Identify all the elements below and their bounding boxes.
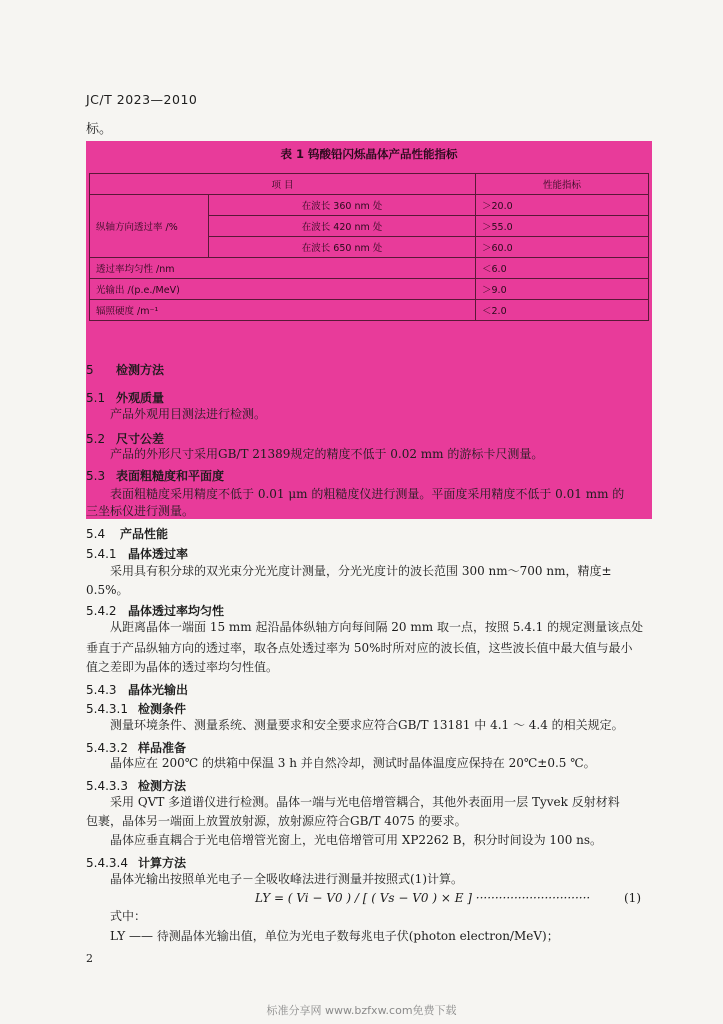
section-heading: 5.4.2 晶体透过率均匀性: [86, 604, 225, 618]
section-heading: 5.2 尺寸公差: [86, 432, 165, 446]
paragraph: 产品外观用目测法进行检测。: [110, 407, 267, 421]
standard-number: JC/T 2023—2010: [86, 92, 198, 107]
section-heading: 5.4.3.3 检测方法: [86, 779, 187, 793]
paragraph: 包裹，晶体另一端面上放置放射源，放射源应符合GB/T 4075 的要求。: [86, 814, 467, 828]
section-heading: 5.4.3.2 样品准备: [86, 741, 187, 755]
formula-number: (1): [624, 891, 641, 905]
section-heading: 5.3 表面粗糙度和平面度: [86, 469, 225, 483]
section-heading: 5.4.3 晶体光输出: [86, 683, 189, 697]
paragraph: 晶体应在 200℃ 的烘箱中保温 3 h 并自然冷却，测试时晶体温度应保持在 20℃±0.5 ℃。: [110, 756, 596, 770]
paragraph: 采用 QVT 多道谱仪进行检测。晶体一端与光电倍增管耦合，其他外表面用一层 Tyvek 反射材料: [110, 795, 620, 809]
table-cell: 在波长 650 nm 处: [209, 237, 476, 258]
lead-text: 标。: [86, 122, 113, 137]
col-header-item: 项 目: [90, 174, 476, 195]
paragraph: 测量环境条件、测量系统、测量要求和安全要求应符合GB/T 13181 中 4.1 ～ 4.4 的相关规定。: [110, 718, 624, 732]
where-label: 式中：: [110, 909, 147, 923]
where-ly: LY —— 待测晶体光输出值，单位为光电子数每兆电子伏(photon electron/MeV)；: [110, 929, 559, 943]
section-heading: 5 检测方法: [86, 363, 165, 377]
table-cell: 在波长 360 nm 处: [209, 195, 476, 216]
table-caption: 表 1 钨酸铅闪烁晶体产品性能指标: [280, 147, 458, 161]
radhard-value: ＜2.0: [476, 300, 649, 321]
uniformity-value: ＜6.0: [476, 258, 649, 279]
paragraph: 采用具有积分球的双光束分光光度计测量，分光光度计的波长范围 300 nm～700 nm，精度±: [110, 564, 612, 578]
spec-table: [89, 173, 649, 321]
lightout-value: ＞9.0: [476, 279, 649, 300]
paragraph: 晶体应垂直耦合于光电倍增管光窗上，光电倍增管可用 XP2262 B，积分时间设为 100 ns。: [110, 833, 603, 847]
transmittance-label: 纵轴方向透过率 /%: [90, 195, 209, 258]
section-heading: 5.4.1 晶体透过率: [86, 547, 189, 561]
radhard-label: 辐照硬度 /m⁻¹: [90, 300, 476, 321]
paragraph: 表面粗糙度采用精度不低于 0.01 μm 的粗糙度仪进行测量。平面度采用精度不低于 0.01 mm 的: [110, 487, 625, 501]
uniformity-label: 透过率均匀性 /nm: [90, 258, 476, 279]
lightout-label: 光输出 /(p.e./MeV): [90, 279, 476, 300]
paragraph: 产品的外形尺寸采用GB/T 21389规定的精度不低于 0.02 mm 的游标卡尺测量。: [110, 447, 544, 461]
section-heading: 5.4.3.4 计算方法: [86, 856, 187, 870]
paragraph: 值之差即为晶体的透过率均匀性值。: [86, 660, 279, 674]
paragraph: 从距离晶体一端面 15 mm 起沿晶体纵轴方向每间隔 20 mm 取一点，按照 5.4.1 的规定测量该点处: [110, 620, 644, 634]
table-cell: ＞60.0: [476, 237, 649, 258]
table-cell: 在波长 420 nm 处: [209, 216, 476, 237]
paragraph: 晶体光输出按照单光电子－全吸收峰法进行测量并按照式(1)计算。: [110, 872, 464, 886]
formula: LY = ( Vi − V0 ) / [ ( Vs − V0 ) × E ] ······························: [255, 891, 591, 905]
section-heading: 5.4 产品性能: [86, 527, 169, 541]
page-number: 2: [86, 952, 93, 965]
section-heading: 5.4.3.1 检测条件: [86, 702, 187, 716]
paragraph: 0.5%。: [86, 583, 129, 597]
col-header-value: 性能指标: [476, 174, 649, 195]
watermark: 标准分享网 www.bzfxw.com免费下载: [266, 1004, 457, 1017]
table-cell: ＞55.0: [476, 216, 649, 237]
paragraph: 三坐标仪进行测量。: [86, 504, 195, 518]
paragraph: 垂直于产品纵轴方向的透过率，取各点处透过率为 50%时所对应的波长值，这些波长值中最大值与最小: [86, 641, 633, 655]
section-heading: 5.1 外观质量: [86, 391, 165, 405]
table-cell: ＞20.0: [476, 195, 649, 216]
